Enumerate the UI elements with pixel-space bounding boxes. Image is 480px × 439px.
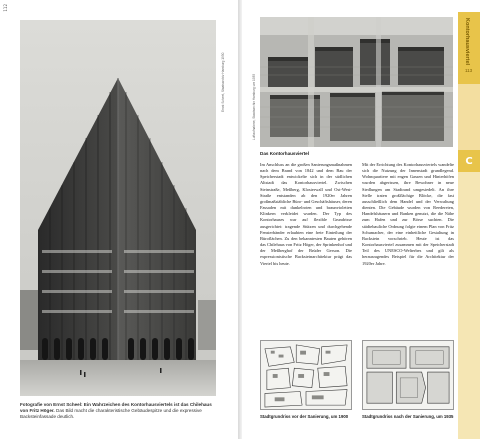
chapter-tab-strip-lower	[458, 172, 480, 439]
aerial-photo-caption: Das Kontorhausviertel	[260, 151, 310, 156]
photo-credit-left: Ernst Scheel, Staatsarchiv Hamburg 1930	[221, 52, 225, 112]
chilehaus-photo	[20, 20, 216, 396]
chapter-letter: C	[458, 150, 480, 172]
page-number-right: 113	[465, 68, 473, 73]
site-plan-after	[362, 340, 454, 410]
photo-caption-left	[20, 402, 216, 420]
chapter-tab	[458, 12, 480, 84]
site-plan-after-caption: Stadtgrundriss nach der Sanierung, um 1935	[362, 414, 454, 419]
site-plan-before	[260, 340, 352, 410]
body-text-column-1: Im Anschluss an die großen Sanierungsmaßnahmen nach dem Brand von 1842 und dem Bau der Speicherstadt entwickelte sich in der südlichen Altstadt das Kontorhausviertel. Zwischen Steinstraße, Meßberg, Klosterwall und Ost-West-Straße entstanden ab den 1920er Jahren großmaßstäbliche Büro- und Geschäftshäuser, deren Fassaden mit dunkelroten und braunvioletten Klinkern verkleidet wurden. Der Typ des Kontorhauses war auf flexible Grundrisse ausgerichtet: tragende Stützen und durchgehende Fensterbänder erlaubten eine freie Einteilung der Büroflächen. Zu den bekanntesten Bauten gehören das Chilehaus von Fritz Höger, der Sprinkenhof und der Meßberghof der Brüder Gerson. Die expressionistische Backsteinarchitektur prägt das Viertel bis heute.	[260, 162, 352, 266]
caption-rest: Das Bild macht die charakteristische Gebäudespitze und die expressive Backsteinfassade deutlich.	[20, 408, 202, 419]
page-number-left: 112	[3, 4, 8, 12]
aerial-photo	[260, 17, 453, 147]
site-plan-before-caption: Stadtgrundriss vor der Sanierung, um 1900	[260, 414, 349, 419]
photo-credit-top: Luftaufnahme, Staatsarchiv Hamburg um 1935	[252, 73, 256, 140]
left-page	[0, 0, 238, 439]
caption-bold: Fotografie von Ernst Scheel: Ein Wahrzeichen des Kontorhausviertels ist das Chilehaus von Fritz Höger.	[20, 402, 212, 413]
body-text-column-2: Mit der Errichtung des Kontorhausviertels wandelte sich die Nutzung der Innenstadt grundlegend. Wohnquartiere mit engen Gassen und Hinterhöfen wurden abgerissen, ihre Bewohner in neue Siedlungen am Stadtrand umgesiedelt. An ihre Stelle traten großflächige Blöcke, die fast ausschließlich dem Handel und der Verwaltung dienten. Die Gebäude wurden von Reedereien, Handelshäusern und Banken genutzt, die die Nähe zum Hafen und zur Börse suchten. Die städtebauliche Ordnung folgte einem Plan von Fritz Schumacher, der eine einheitliche Gestaltung in Backstein vorschrieb. Heute ist das Kontorhausviertel zusammen mit der Speicherstadt Teil des UNESCO-Welterbes und gilt als herausragendes Beispiel für die Architektur der 1920er Jahre.	[362, 162, 454, 266]
chapter-tab-label: Kontorhausviertel	[464, 18, 470, 66]
right-page	[242, 0, 480, 439]
